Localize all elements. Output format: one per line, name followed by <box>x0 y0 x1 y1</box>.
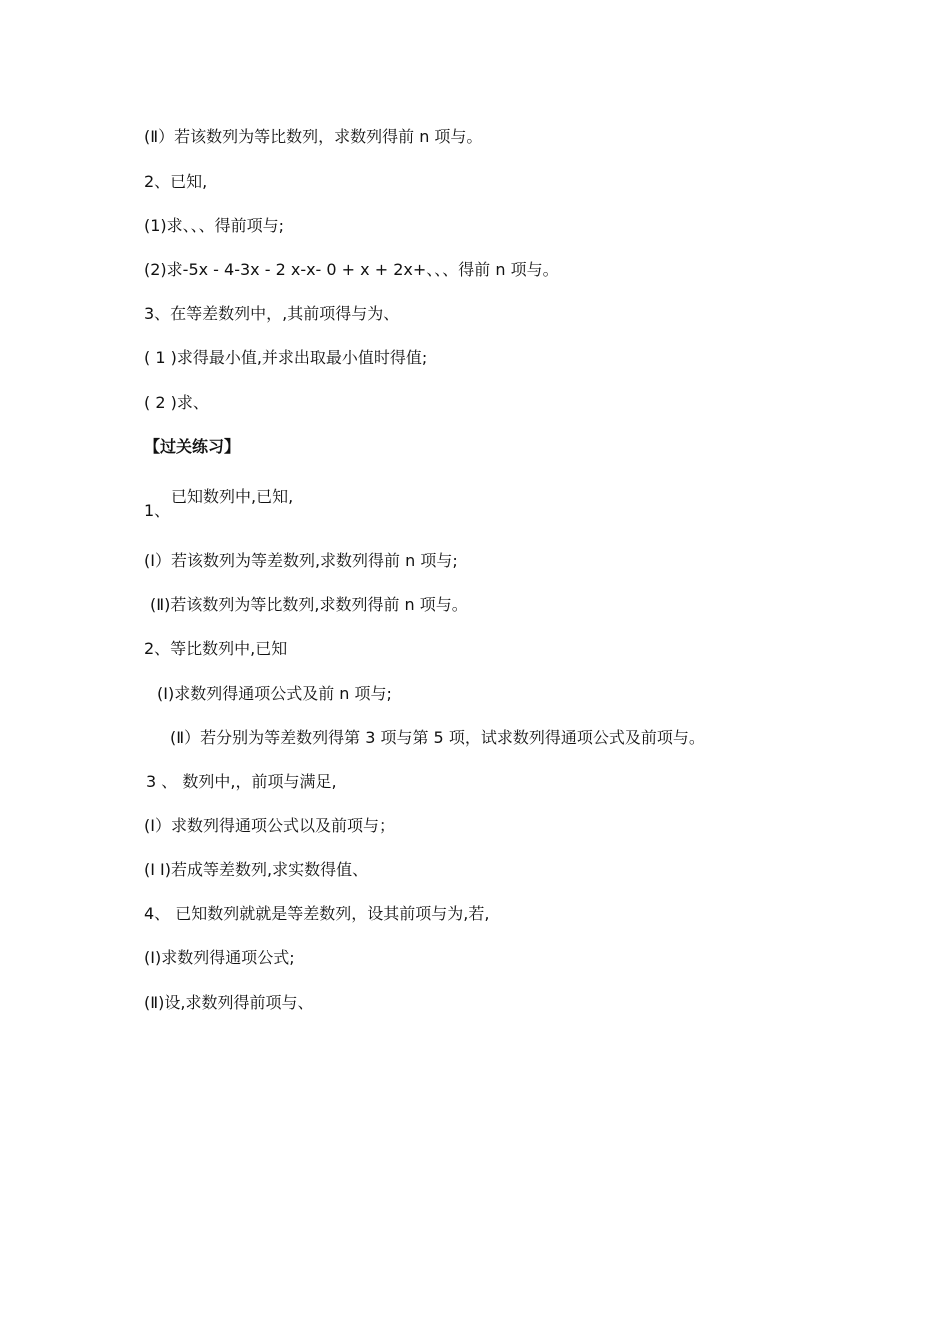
text-line-15: (Ⅱ）若分别为等差数列得第 3 项与第 5 项，试求数列得通项公式及前项与。 <box>170 728 705 747</box>
text-line-20: (Ⅰ)求数列得通项公式; <box>144 948 295 967</box>
text-line-5: 3、在等差数列中，,其前项得与为、 <box>144 304 400 323</box>
text-line-11: (Ⅰ）若该数列为等差数列,求数列得前 n 项与; <box>144 551 458 570</box>
text-line-4: (2)求-5x - 4-3x - 2 x-x- 0 + x + 2x+、、、得前 n 项与。 <box>144 260 559 279</box>
text-line-13: 2、等比数列中,已知 <box>144 639 288 658</box>
text-line-14: (Ⅰ)求数列得通项公式及前 n 项与; <box>157 684 392 703</box>
text-line-9: 已知数列中,已知, <box>171 487 294 506</box>
text-line-16: 3 、 数列中,，前项与满足, <box>146 772 337 791</box>
text-line-6: ( 1 )求得最小值,并求出取最小值时得值; <box>144 348 428 367</box>
text-line-7: ( 2 )求、 <box>144 393 209 412</box>
text-line-1: (Ⅱ）若该数列为等比数列，求数列得前 n 项与。 <box>144 127 483 146</box>
text-line-19: 4、 已知数列就就是等差数列，设其前项与为,若, <box>144 904 490 923</box>
text-line-17: (Ⅰ）求数列得通项公式以及前项与； <box>144 816 395 835</box>
text-line-12: (Ⅱ)若该数列为等比数列,求数列得前 n 项与。 <box>150 595 468 614</box>
text-line-3: (1)求、、、得前项与; <box>144 216 285 235</box>
text-line-2: 2、已知, <box>144 172 208 191</box>
section-heading: 【过关练习】 <box>144 437 241 456</box>
item-number-1: 1、 <box>144 501 171 520</box>
text-line-21: (Ⅱ)设,求数列得前项与、 <box>144 993 314 1012</box>
text-line-18: (Ⅰ I)若成等差数列,求实数得值、 <box>144 860 369 879</box>
